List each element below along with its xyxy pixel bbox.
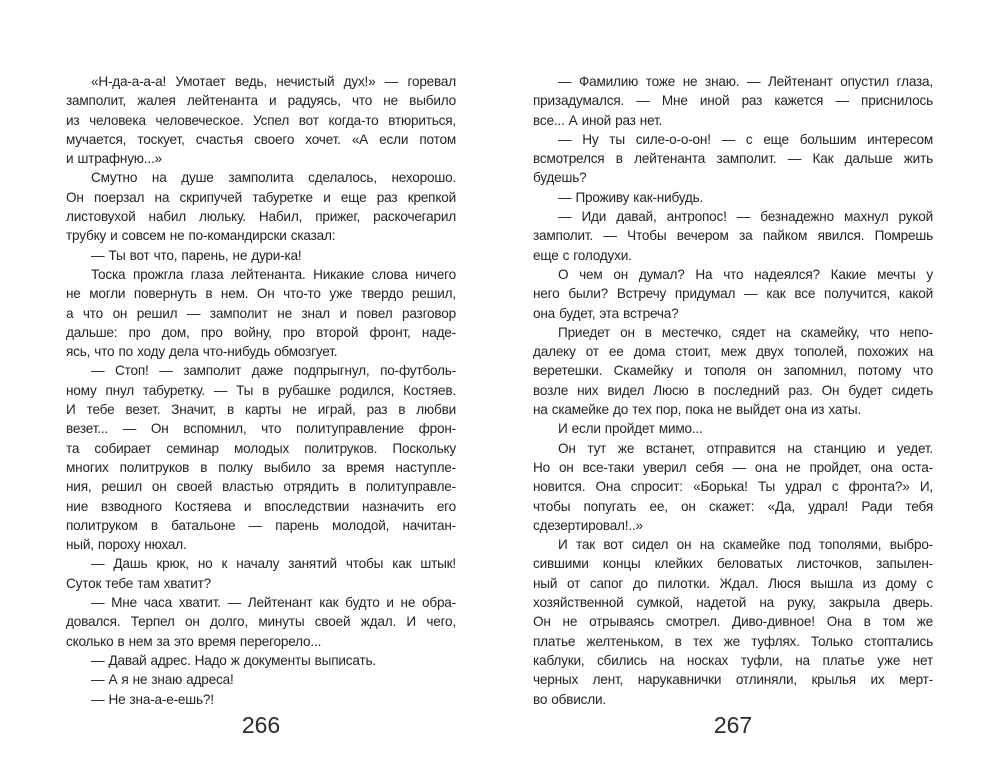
text-line: Приедет он в местечко, сядет на скамейку, что непо-	[558, 324, 933, 340]
text-line: всмотрелся в лейтенанта замполит. — Как дальше жить	[533, 151, 933, 167]
paragraph	[533, 439, 933, 535]
text-line: она будет, эта встреча?	[533, 305, 679, 321]
paragraph	[533, 130, 933, 188]
text-line: еще с голодухи.	[533, 247, 632, 263]
text-line: И тебе везет. Значит, в карты не играй, раз в любви	[66, 402, 456, 418]
text-line: во обвисли.	[533, 691, 606, 707]
text-line: ясь, что по ходу дела что-нибудь обмозгует.	[66, 344, 338, 360]
paragraph	[66, 670, 456, 689]
text-line: дальше: про дом, про войну, про второй фронт, наде-	[66, 324, 456, 340]
text-line: сившими концы клейких беловатых листочков, запылен-	[533, 556, 933, 572]
paragraph	[66, 246, 456, 265]
paragraph	[66, 72, 456, 168]
text-line: новится. Она спросит: «Борька! Ты удрал с фронта?» И,	[533, 479, 933, 495]
text-line: черных лент, нарукавнички отлиняли, крылья их мерт-	[533, 672, 933, 688]
paragraph	[66, 361, 456, 554]
paragraph	[533, 207, 933, 265]
text-line: везет... — Он вспомнил, что политуправление фрон-	[66, 421, 456, 437]
text-line: не могли повернуть в нем. Он что-то уже твердо решил,	[66, 286, 456, 302]
text-line: платье желтеньком, в тех же туфлях. Только стоптались	[533, 633, 933, 649]
text-line: ния, решил он своей властью отрядить в политуправле-	[66, 479, 456, 495]
paragraph	[66, 690, 456, 709]
text-line: — Дашь крюк, но к началу занятий чтобы как штык!	[91, 556, 456, 572]
text-line: из человека человеческое. Успел вот когда-то втюриться,	[66, 112, 456, 128]
text-line: Тоска прожгла глаза лейтенанта. Никакие слова ничего	[91, 266, 456, 282]
text-line: И так вот сидел он на скамейке под тополями, выбро-	[558, 537, 933, 553]
text-line: на скамейке до тех пор, пока не выйдет она из хаты.	[533, 402, 862, 418]
text-line: возле них видел Люсю в последний раз. Он будет сидеть	[533, 382, 933, 398]
text-line: все... А иной раз нет.	[533, 112, 663, 128]
text-line: Смутно на душе замполита сделалось, нехорошо.	[91, 170, 456, 186]
text-line: — Фамилию тоже не знаю. — Лейтенант опустил глаза,	[558, 74, 933, 89]
paragraph	[533, 419, 933, 438]
text-line: «Н-да-а-а-а! Умотает ведь, нечистый дух!» — горевал	[91, 74, 456, 89]
text-line: И если пройдет мимо...	[558, 421, 703, 437]
page-right-text	[533, 72, 933, 709]
page-right-number: 267	[713, 712, 753, 738]
text-line: мучается, тоскует, счастья своего хочет. «А если потом	[66, 131, 456, 147]
text-line: ному пнул табуретку. — Ты в рубашке родился, Костяев.	[66, 382, 456, 398]
text-line: хозяйственной сумкой, надетой на руку, закрыла дверь.	[533, 595, 933, 611]
text-line: ный от сапог до пилотки. Ждал. Люся вышла из дому с	[533, 575, 933, 591]
paragraph	[533, 188, 933, 207]
text-line: ный, пороху нюхал.	[66, 537, 187, 553]
text-line: политруком в батальоне — парень молодой, начитан-	[66, 517, 456, 533]
text-line: — Мне часа хватит. — Лейтенант как будто и не обра-	[91, 595, 456, 611]
text-line: листовухой набил люльку. Набил, прижег, раскочегарил	[66, 209, 456, 225]
text-line: а что он решил — замполит не знал и повел разговор	[66, 305, 456, 321]
text-line: и штрафную...»	[66, 151, 162, 167]
text-line: — Не зна-а-е-ешь?!	[91, 691, 214, 707]
text-line: — А я не знаю адреса!	[91, 672, 234, 688]
text-line: замполит. — Чтобы вечером за пайком явился. Помрешь	[533, 228, 933, 244]
paragraph	[533, 72, 933, 130]
page-left-text	[66, 72, 456, 709]
page-left-number: 266	[241, 712, 281, 738]
paragraph	[66, 554, 456, 593]
text-line: веретешки. Скамейку и тополя он запомнил, потому что	[533, 363, 933, 379]
paragraph	[533, 265, 933, 323]
text-line: него были? Встречу придумал — как все получится, какой	[533, 286, 933, 302]
paragraph	[66, 168, 456, 245]
paragraph	[533, 323, 933, 419]
text-line: О чем он думал? На что надеялся? Какие мечты у	[558, 266, 933, 282]
paragraph	[66, 593, 456, 651]
text-line: Но он все-таки уверил себя — она не пройдет, она оста-	[533, 459, 933, 475]
text-line: далеку от ее дома стоит, меж двух тополей, похожих на	[533, 344, 933, 360]
text-line: замполит, жалея лейтенанта и радуясь, что не выбило	[66, 93, 456, 109]
text-line: та собирает семинар молодых политруков. Поскольку	[66, 440, 456, 456]
text-line: чтобы попугать ее, он скажет: «Да, удрал! Ради тебя	[533, 498, 933, 514]
text-line: будешь?	[533, 170, 587, 186]
text-line: ние взводного Костяева и впоследствии назначить его	[66, 498, 456, 514]
text-line: Он тут же встанет, отправится на станцию и уедет.	[558, 440, 933, 456]
paragraph	[66, 651, 456, 670]
text-line: довался. Терпел он долго, минуты своей ждал. И чего,	[66, 614, 456, 630]
text-line: Суток тебе там хватит?	[66, 575, 212, 591]
paragraph	[533, 535, 933, 709]
text-line: многих политруков в полку выбило за время наступле-	[66, 459, 456, 475]
text-line: призадумался. — Мне иной раз кажется — приснилось	[533, 93, 933, 109]
text-line: сдезертировал!..»	[533, 517, 643, 533]
paragraph	[66, 265, 456, 361]
text-line: сколько в нем за это время перегорело...	[66, 633, 322, 649]
text-line: Он поерзал на скрипучей табуретке и еще раз крепкой	[66, 189, 456, 205]
text-line: — Давай адрес. Надо ж документы выписать.	[91, 652, 376, 668]
text-line: трубку и совсем не по-командирски сказал:	[66, 228, 336, 244]
text-line: — Проживу как-нибудь.	[558, 189, 704, 205]
text-line: каблуки, сбились на носках туфли, на платье уже нет	[533, 652, 933, 668]
text-line: — Стоп! — замполит даже подпрыгнул, по-футболь-	[91, 363, 456, 379]
text-line: — Иди давай, антропос! — безнадежно махнул рукой	[558, 209, 933, 225]
text-line: — Ну ты силе-о-о-он! — с еще большим интересом	[558, 131, 933, 147]
text-line: — Ты вот что, парень, не дури-ка!	[91, 247, 302, 263]
text-line: Он не отрываясь смотрел. Диво-дивное! Она в том же	[533, 614, 933, 630]
